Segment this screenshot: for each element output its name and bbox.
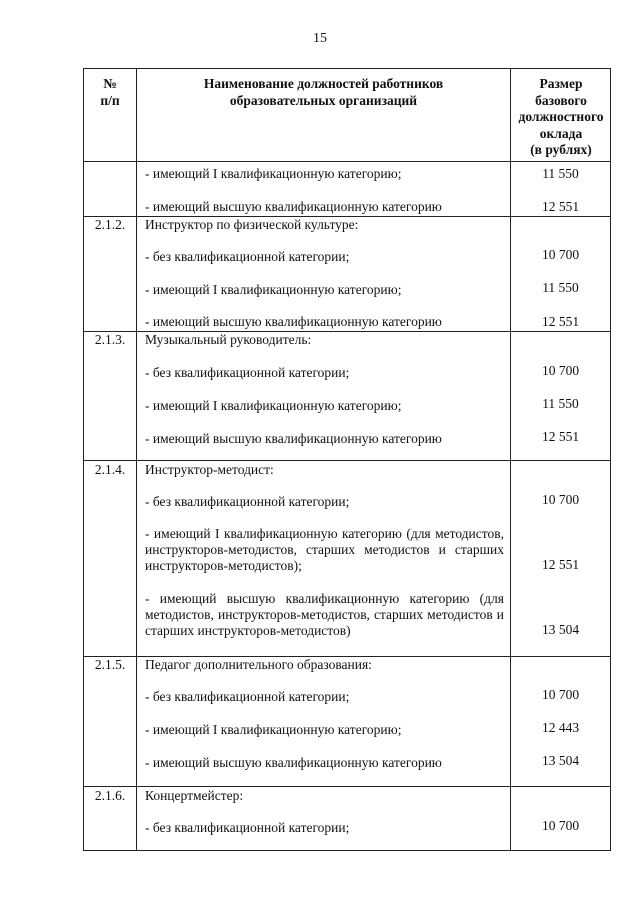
row-divider: [84, 786, 610, 787]
header-num: № п/п: [100, 76, 120, 108]
salary-table: [83, 68, 611, 851]
item-value: 10 700: [541, 687, 580, 702]
section-num: 2.1.3.: [94, 332, 126, 347]
item-value: 13 504: [541, 622, 580, 637]
section-title: Музыкальный руководитель:: [145, 332, 312, 347]
item-label: - имеющий высшую квалификационную категорию: [145, 431, 442, 446]
item-label: - имеющий I квалификационную категорию;: [145, 398, 402, 413]
item-value: 10 700: [541, 818, 580, 833]
section-title: Педагог дополнительного образования:: [145, 657, 372, 672]
item-value: 12 551: [541, 314, 580, 329]
section-num: 2.1.4.: [94, 462, 126, 477]
item-label: - без квалификационной категории;: [145, 494, 350, 509]
item-label: - имеющий высшую квалификационную категорию (для методистов, инструкторов-методистов, старших методистов и старших инструкторов-методистов): [145, 591, 504, 638]
section-num: 2.1.2.: [94, 217, 126, 232]
item-value: 12 443: [541, 720, 580, 735]
item-value: 10 700: [541, 247, 580, 262]
item-label: - без квалификационной категории;: [145, 820, 350, 835]
section-num: 2.1.6.: [94, 788, 126, 803]
item-value: 11 550: [542, 280, 579, 295]
section-title: Инструктор-методист:: [145, 462, 274, 477]
item-label: - имеющий I квалификационную категорию (для методистов, инструкторов-методистов, старших методистов и старших инструкторов-методистов);: [145, 526, 504, 573]
item-label: - имеющий высшую квалификационную категорию: [145, 755, 442, 770]
item-label: - имеющий I квалификационную категорию;: [145, 722, 402, 737]
item-label: - имеющий высшую квалификационную категорию: [145, 199, 442, 214]
item-label: - имеющий I квалификационную категорию;: [145, 166, 402, 181]
section-title: Концертмейстер:: [145, 788, 244, 803]
item-value: 11 550: [542, 396, 579, 411]
item-value: 11 550: [542, 166, 579, 181]
item-value: 10 700: [541, 363, 580, 378]
header-name: Наименование должностей работников образовательных организаций: [203, 76, 444, 108]
item-value: 13 504: [541, 753, 580, 768]
section-title: Инструктор по физической культуре:: [145, 217, 359, 232]
item-value: 10 700: [541, 492, 580, 507]
item-label: - без квалификационной категории;: [145, 249, 350, 264]
item-value: 12 551: [541, 199, 580, 214]
row-divider: [84, 460, 610, 461]
section-num: 2.1.5.: [94, 657, 126, 672]
item-value: 12 551: [541, 429, 580, 444]
row-divider: [84, 161, 610, 162]
item-label: - имеющий I квалификационную категорию;: [145, 282, 402, 297]
item-value: 12 551: [541, 557, 580, 572]
page-number: 15: [313, 31, 327, 46]
item-label: - имеющий высшую квалификационную категорию: [145, 314, 442, 329]
item-label: - без квалификационной категории;: [145, 365, 350, 380]
item-label: - без квалификационной категории;: [145, 689, 350, 704]
header-salary: Размер базового должностного оклада (в рублях): [518, 76, 604, 157]
